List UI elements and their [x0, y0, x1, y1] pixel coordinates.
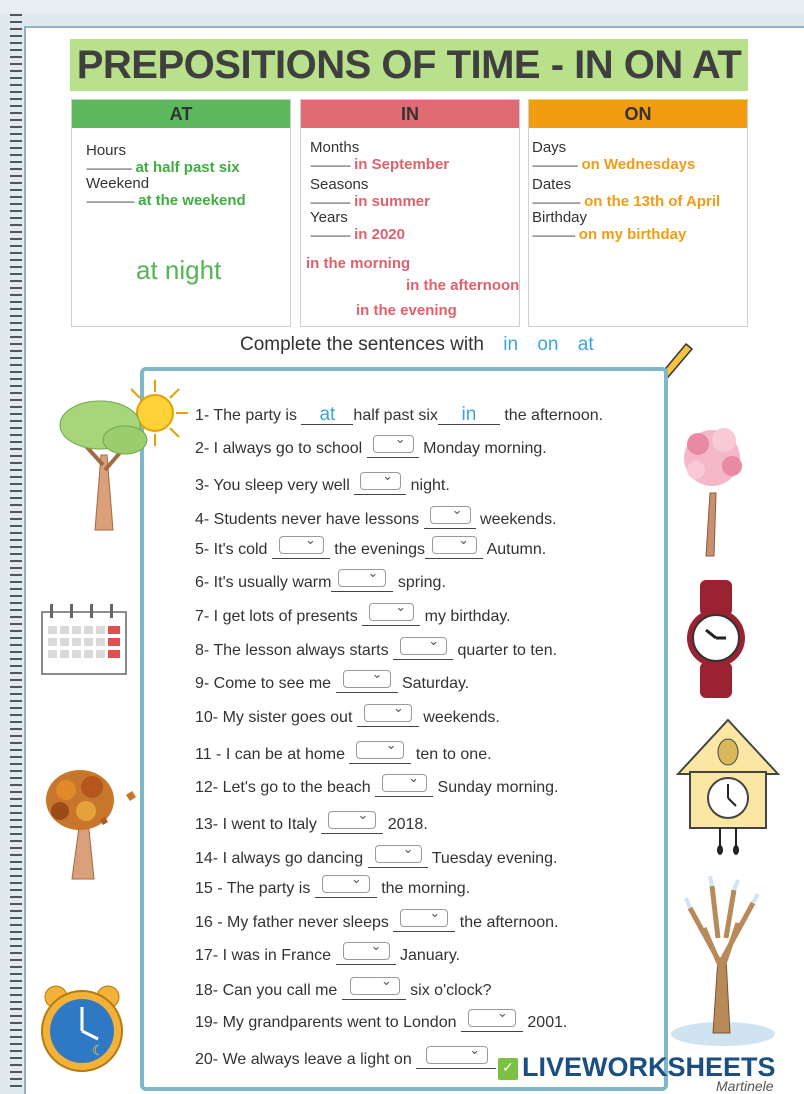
autumn-tree-icon	[42, 765, 157, 883]
answer-dropdown[interactable]	[375, 845, 422, 863]
page-title: PREPOSITIONS OF TIME - IN ON AT	[70, 39, 748, 91]
sentence-19	[195, 1011, 567, 1032]
sentence-13	[195, 813, 428, 834]
sentence-text-after: ten to one.	[411, 746, 492, 763]
watch-icon	[684, 578, 748, 700]
answer-blank	[362, 605, 420, 626]
answer-blank	[393, 639, 453, 660]
sentence-4	[195, 508, 557, 529]
sentence-15	[195, 877, 470, 898]
sentence-text-before: 2- I always go to school	[195, 440, 367, 457]
answer-dropdown[interactable]	[400, 637, 447, 655]
sentence-20	[195, 1048, 496, 1069]
in-row-seasons: Seasons --------------- in summer	[310, 176, 430, 210]
sentence-text-after: Sunday morning.	[433, 779, 559, 796]
answer-blank	[424, 508, 476, 529]
sentence-text-before: 7- I get lots of presents	[195, 608, 363, 625]
sentence-text-after: six o'clock?	[405, 982, 492, 999]
on-header: ON	[529, 100, 747, 128]
sentence-text-before: 11 - I can be at home	[195, 746, 350, 763]
answer-dropdown[interactable]	[338, 569, 386, 587]
sentence-text-after: January.	[395, 947, 461, 964]
sentence-12	[195, 776, 558, 797]
sentence-10	[195, 706, 500, 727]
answer-blank	[321, 813, 383, 834]
sentence-text-after: Saturday.	[397, 675, 470, 692]
sentence-text-before: 6- It's usually warm	[195, 574, 332, 591]
in-the-evening-text: in the evening	[356, 302, 457, 319]
answer-dropdown[interactable]	[350, 977, 400, 995]
sentence-text-before: 20- We always leave a light on	[195, 1051, 417, 1068]
answer-blank	[416, 1048, 496, 1069]
answer-blank	[368, 847, 428, 868]
answer-blank	[357, 706, 419, 727]
sentence-text-after: 2018.	[383, 816, 428, 833]
sentence-text-mid: the evenings	[329, 541, 426, 558]
answer-blank	[272, 538, 330, 559]
instruction-word-in: in	[503, 334, 519, 355]
sentence-6	[195, 571, 446, 592]
answer-blank	[349, 743, 411, 764]
sentence-text-after: Tuesday evening.	[427, 850, 558, 867]
sentence-text-before: 10- My sister goes out	[195, 709, 357, 726]
instruction: Complete the sentences with in on at	[240, 334, 594, 355]
sentence-text-after: Autumn.	[483, 541, 547, 558]
sentence-text-after: quarter to ten.	[453, 642, 558, 659]
instruction-word-at: at	[577, 334, 594, 355]
sentence-16	[195, 911, 559, 932]
sentence-9	[195, 672, 469, 693]
answer-dropdown[interactable]	[364, 704, 412, 722]
sentence-text-after: my birthday.	[420, 608, 511, 625]
answer-blank	[336, 672, 398, 693]
sentence-text-before: 13- I went to Italy	[195, 816, 322, 833]
answer-dropdown[interactable]	[328, 811, 376, 829]
answer-blank	[331, 571, 393, 592]
sentence-2	[195, 437, 547, 458]
sentence-5	[195, 538, 546, 559]
answer-dropdown[interactable]	[373, 435, 414, 453]
answer-dropdown[interactable]	[356, 741, 404, 759]
svg-text:☾: ☾	[92, 1043, 105, 1059]
spiral-binding	[10, 14, 22, 1092]
winter-tree-icon	[668, 868, 778, 1048]
answer-blank	[336, 944, 396, 965]
sentence-text-before: 16 - My father never sleeps	[195, 914, 394, 931]
answer-blank	[354, 474, 406, 495]
answer-dropdown[interactable]	[343, 670, 391, 688]
on-row-days: Days ----------------- on Wednesdays	[532, 139, 696, 173]
sentence-text-before: 3- You sleep very well	[195, 477, 355, 494]
answer-blank	[461, 1011, 523, 1032]
sentence-14	[195, 847, 557, 868]
calendar-icon	[40, 602, 128, 676]
sentence-text-before: 4- Students never have lessons	[195, 511, 424, 528]
at-header: AT	[72, 100, 290, 128]
in-the-afternoon-text: in the afternoon	[406, 277, 520, 294]
sentence-text-before: 9- Come to see me	[195, 675, 336, 692]
answer-blank	[425, 538, 483, 559]
sentence-8	[195, 639, 557, 660]
sentence-text-after: weekends.	[475, 511, 557, 528]
answer-dropdown[interactable]	[400, 909, 448, 927]
author-signature: Martinele	[716, 1078, 774, 1094]
sentence-text-after: spring.	[393, 574, 446, 591]
answer-dropdown[interactable]	[430, 506, 471, 524]
answer-dropdown[interactable]	[382, 774, 427, 792]
sentence-11	[195, 743, 492, 764]
at-night-text: at night	[136, 255, 222, 285]
answer-dropdown[interactable]	[468, 1009, 516, 1027]
sentence-text-after: 2001.	[522, 1014, 568, 1031]
sentence-text-before: 18- Can you call me	[195, 982, 342, 999]
green-tree-icon	[55, 395, 150, 535]
sentence-text-after: the morning.	[376, 880, 471, 897]
blossom-tree-icon	[684, 418, 776, 560]
in-the-morning-text: in the morning	[306, 255, 411, 272]
sentence-3	[195, 474, 450, 495]
sentence-text-before: 5- It's cold	[195, 541, 272, 558]
sentence-7	[195, 605, 511, 626]
answer-dropdown[interactable]	[343, 942, 390, 960]
in-row-months: Months --------------- in September	[310, 139, 450, 173]
answer-blank	[375, 776, 433, 797]
alarm-clock-icon	[36, 983, 128, 1075]
answer-blank	[367, 437, 419, 458]
answer-1b: in	[438, 404, 500, 425]
in-header: IN	[301, 100, 519, 128]
on-row-dates: Dates ------------------ on the 13th of April	[532, 176, 721, 210]
liveworksheets-logo-icon	[498, 1058, 518, 1080]
sentence-text-before: 15 - The party is	[195, 880, 315, 897]
answer-dropdown[interactable]	[322, 875, 370, 893]
liveworksheets-watermark: LIVEWORKSHEETS	[522, 1052, 776, 1082]
at-row-hours: Hours ----------------- at half past six	[86, 142, 240, 176]
at-column	[71, 99, 291, 327]
sentence-text-after: the afternoon.	[455, 914, 559, 931]
instruction-word-on: on	[537, 334, 559, 355]
sentence-17	[195, 944, 460, 965]
sentence-1: 1- The party is at half past six in the afternoon.	[195, 404, 604, 425]
answer-dropdown[interactable]	[426, 1046, 488, 1064]
sentence-text-before: 19- My grandparents went to London	[195, 1014, 461, 1031]
answer-dropdown[interactable]	[432, 536, 477, 554]
sentence-text-before: 17- I was in France	[195, 947, 336, 964]
on-row-birthday: Birthday ---------------- on my birthday	[532, 209, 687, 243]
sentence-text-after: weekends.	[418, 709, 500, 726]
at-row-weekend: Weekend ------------------ at the weekend	[86, 175, 246, 209]
answer-blank	[342, 979, 406, 1000]
sentence-text-before: 14- I always go dancing	[195, 850, 368, 867]
cuckoo-clock-icon	[676, 718, 780, 856]
answer-blank	[393, 911, 455, 932]
sentence-text-before: 12- Let's go to the beach	[195, 779, 376, 796]
sentence-text-after: Monday morning.	[418, 440, 547, 457]
top-bar	[0, 0, 804, 14]
answer-dropdown[interactable]	[360, 472, 401, 490]
sentence-text-before: 8- The lesson always starts	[195, 642, 394, 659]
sentence-text-after: night.	[406, 477, 450, 494]
sentence-18	[195, 979, 491, 1000]
answer-blank	[315, 877, 377, 898]
answer-dropdown[interactable]	[369, 603, 414, 621]
in-row-years: Years --------------- in 2020	[310, 209, 405, 243]
answer-1a: at	[301, 404, 353, 425]
answer-dropdown[interactable]	[279, 536, 324, 554]
